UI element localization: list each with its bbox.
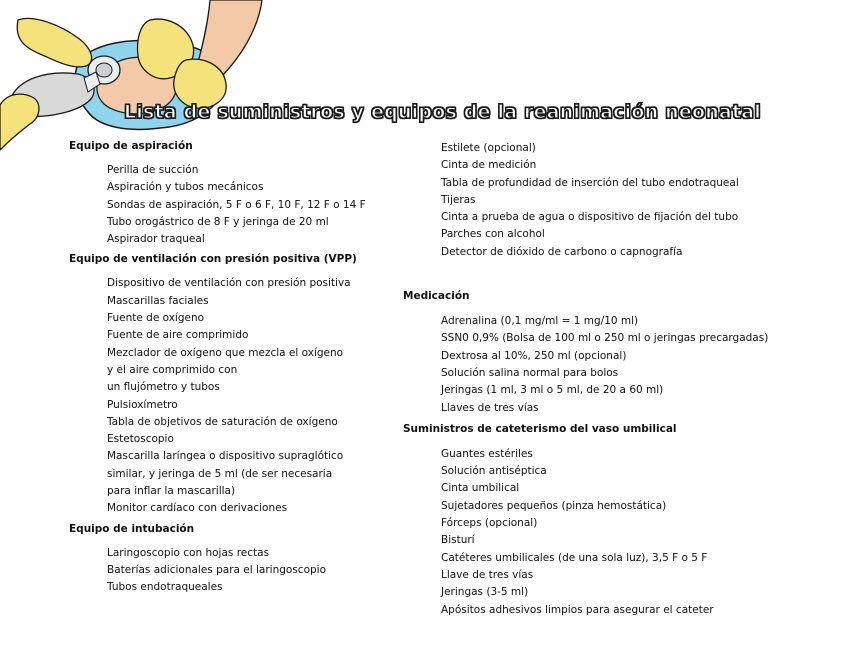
list-item: Estetoscopio [107, 433, 174, 446]
list-item: Cinta de medición [441, 159, 537, 172]
upper-glove-shape [17, 18, 91, 67]
section-title-suction: Equipo de aspiración [69, 140, 193, 152]
right-column [403, 140, 803, 623]
list-item: Fórceps (opcional) [441, 517, 538, 530]
list-item: Tubo orogástrico de 8 F y jeringa de 20 ml [107, 215, 329, 228]
list-item: Sondas de aspiración, 5 F o 6 F, 10 F, 12 F o 14 F [107, 198, 366, 211]
section-title-umbilical: Suministros de cateterismo del vaso umbilical [403, 422, 677, 435]
list-item: Guantes estériles [441, 447, 533, 460]
list-item: Llaves de tres vías [441, 401, 539, 414]
section-medication [403, 289, 803, 417]
list-item: Solución antiséptica [441, 465, 547, 478]
section-umbilical [403, 422, 803, 619]
list-item: Dextrosa al 10%, 250 ml (opcional) [441, 349, 627, 362]
list-item: Aspirador traqueal [107, 233, 205, 246]
section-intubation [69, 522, 359, 597]
list-item: Monitor cardíaco con derivaciones [107, 502, 288, 515]
list-item: Llave de tres vías [441, 568, 534, 581]
list-item: Tubos endotraqueales [107, 581, 223, 594]
list-item: Detector de dióxido de carbono o capnografía [441, 245, 683, 258]
list-item: Jeringas (3-5 ml) [441, 586, 529, 599]
list-item: Tijeras [441, 193, 476, 206]
mask-valve-shape [96, 63, 112, 77]
list-item: un flujómetro y tubos [107, 381, 220, 394]
section-title-medication: Medicación [403, 290, 470, 303]
list-item: Adrenalina (0,1 mg/ml = 1 mg/10 ml) [441, 315, 639, 328]
list-item: Catéteres umbilicales (de una sola luz), 3,5 F o 5 F [441, 551, 708, 564]
section-ppv [69, 252, 359, 517]
list-item: Cinta a prueba de agua o dispositivo de fijación del tubo [441, 211, 739, 224]
list-item: SSN0 0,9% (Bolsa de 100 ml o 250 ml o jeringas precargadas) [441, 332, 769, 345]
list-item: Baterías adicionales para el laringoscopio [107, 563, 327, 576]
list-item: Laringoscopio con hojas rectas [107, 546, 270, 559]
list-item: Fuente de aire comprimido [107, 329, 249, 342]
list-item: Apósitos adhesivos limpios para asegurar el cateter [441, 603, 714, 616]
list-item: Estilete (opcional) [441, 142, 536, 154]
list-item: Sujetadores pequeños (pinza hemostática) [441, 499, 667, 512]
list-item: Perilla de succión [107, 164, 199, 176]
list-item: Jeringas (1 ml, 3 ml o 5 ml, de 20 a 60 ml) [441, 384, 664, 397]
list-item: Tabla de objetivos de saturación de oxígeno [107, 415, 338, 428]
list-item: Mascarillas faciales [107, 294, 209, 307]
list-item: para inflar la mascarilla) [107, 485, 236, 498]
list-item: Fuente de oxígeno [107, 312, 205, 325]
list-item: Parches con alcohol [441, 228, 545, 241]
list-item: Tabla de profundidad de inserción del tubo endotraqueal [441, 176, 739, 189]
list-item: Dispositivo de ventilación con presión positiva [107, 277, 351, 290]
page-title: Lista de suministros y equipos de la reanimación neonatal [124, 101, 761, 123]
section-title-intubation: Equipo de intubación [69, 522, 195, 535]
list-item: similar, y jeringa de 5 ml (de ser necesaria [107, 467, 333, 480]
left-glove-shape [0, 94, 39, 150]
list-item: Mascarilla laríngea o dispositivo supraglótico [107, 450, 344, 463]
list-item: Aspiración y tubos mecánicos [107, 181, 264, 194]
list-item: Cinta umbilical [441, 482, 520, 495]
intubation-continued-list [403, 140, 803, 261]
list-item: Pulsioxímetro [107, 398, 178, 411]
list-item: y el aire comprimido con [107, 363, 238, 376]
list-item: Solución salina normal para bolos [441, 366, 619, 379]
section-suction [69, 139, 366, 248]
left-column [69, 139, 366, 601]
section-title-ppv: Equipo de ventilación con presión positiva (VPP) [69, 253, 357, 266]
list-item: Bisturí [441, 534, 475, 547]
list-item: Mezclador de oxígeno que mezcla el oxígeno [107, 346, 344, 359]
